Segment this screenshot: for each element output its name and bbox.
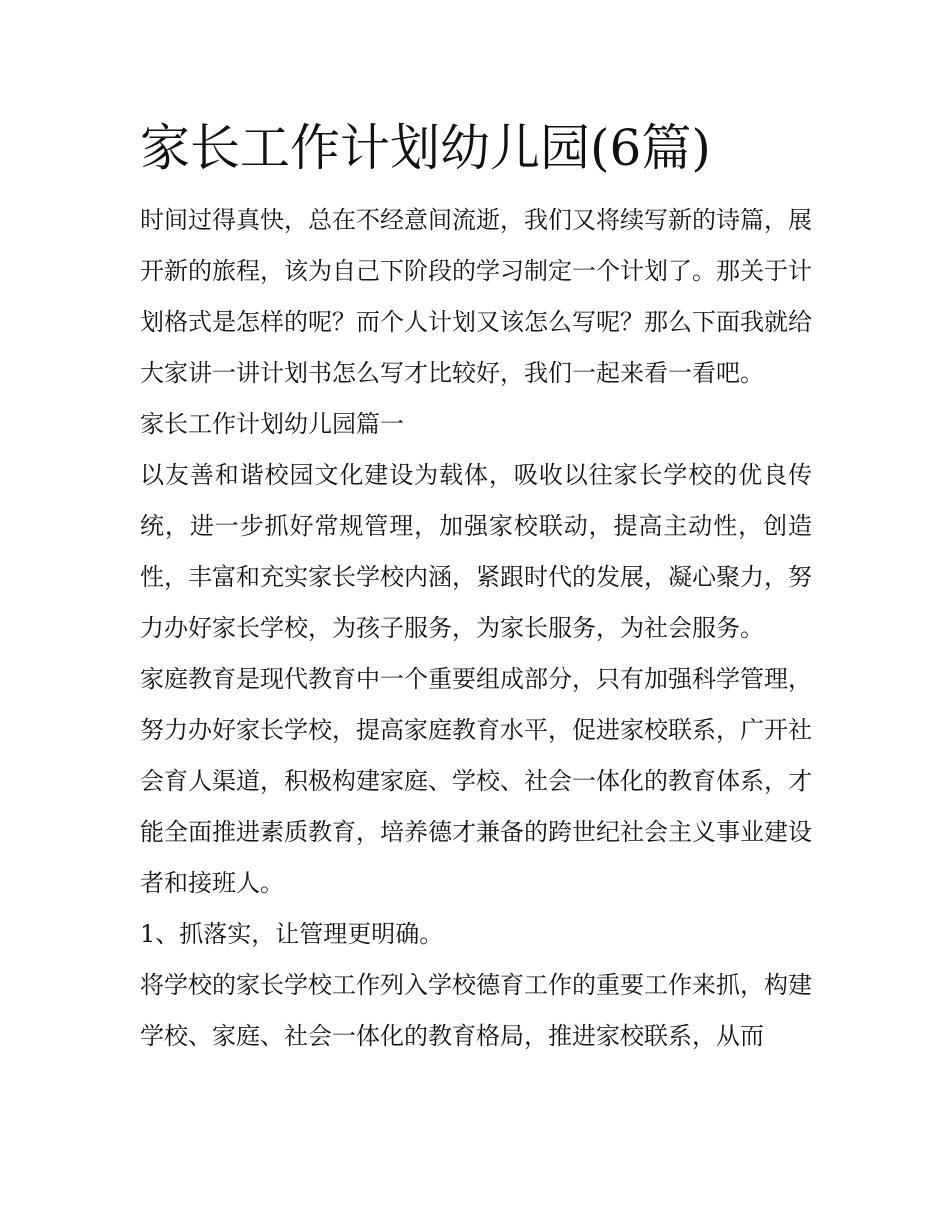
body-paragraph: 将学校的家长学校工作列入学校德育工作的重要工作来抓，构建学校、家庭、社会一体化的教育格局，推进家校联系，从而 [140, 971, 812, 1050]
document-title: 家长工作计划幼儿园(6篇) [140, 119, 711, 177]
body-paragraph: 家庭教育是现代教育中一个重要组成部分，只有加强科学管理，努力办好家长学校，提高家庭教育水平，促进家校联系，广开社会育人渠道，积极构建家庭、学校、社会一体化的教育体系，才能全面推进素质教育，培养德才兼备的跨世纪社会主义事业建设者和接班人。 [140, 665, 812, 897]
body-paragraph: 以友善和谐校园文化建设为载体，吸收以往家长学校的优良传统，进一步抓好常规管理，加强家校联动，提高主动性，创造性，丰富和充实家长学校内涵，紧跟时代的发展，凝心聚力，努力办好家长学校，为孩子服务，为家长服务，为社会服务。 [140, 461, 812, 642]
intro-paragraph: 时间过得真快，总在不经意间流逝，我们又将续写新的诗篇，展开新的旅程，该为自己下阶段的学习制定一个计划了。那关于计划格式是怎样的呢？而个人计划又该怎么写呢？那么下面我就给大家讲一讲计划书怎么写才比较好，我们一起来看一看吧。 [140, 206, 812, 387]
document-content [140, 112, 812, 1062]
section-heading: 家长工作计划幼儿园篇一 [140, 410, 404, 438]
numbered-item-heading: 1、抓落实，让管理更明确。 [140, 920, 444, 948]
